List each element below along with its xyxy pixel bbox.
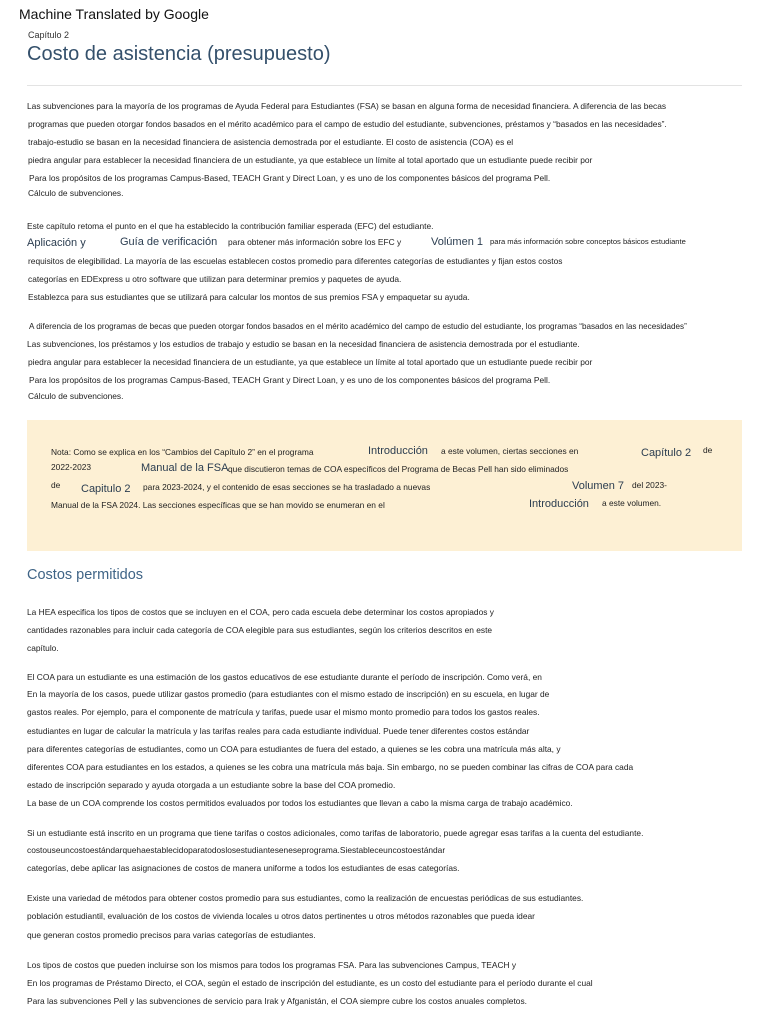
para2-text: para más información sobre conceptos básicos estudiante [490,237,686,246]
para4-line: cantidades razonables para incluir cada categoría de COA elegible para sus estudiantes, según los criterios descritos en este [27,625,493,635]
link-guia-verificacion[interactable]: Guía de verificación [120,236,218,248]
para6-line: costouseuncostoestándarquehaestablecidoparatodoslosestudiantesenesepr​ograma.Siestableceuncostoestándar [27,845,446,855]
note-text: que discutieron temas de COA específicos del Programa de Becas Pell han sido eliminados [228,464,569,474]
para2-text: para obtener más información sobre los EFC y [228,237,402,247]
para8-line: Para las subvenciones Pell y las subvenciones de servicio para Irak y Afganistán, el COA siempre cubre los costos anuales completos. [27,996,527,1006]
para5-line: En la mayoría de los casos, puede utilizar gastos promedio (para estudiantes con el mismo estado de inscripción) en su escuela, en lugar de [27,689,550,699]
para1-line: Cálculo de subvenciones. [28,188,124,198]
para3-line: Para los propósitos de los programas Campus-Based, TEACH Grant y Direct Loan, y es uno de los componentes básicos del programa Pell. [29,375,551,385]
para4-line: capítulo. [27,643,59,653]
para5-line: estudiantes en lugar de calcular la matrícula y las tarifas reales para cada estudiante individual. Puede tener diferentes costos estándar [27,726,530,736]
para5-line: para diferentes categorías de estudiantes, como un COA para estudiantes de fuera del estado, a quienes se les cobra una matrícula más alta, y [27,744,561,754]
note-text: a este volumen. [602,498,662,508]
note-text: 2022-2023 [51,462,92,472]
link-manual-fsa[interactable]: Manual de la FSA [141,462,229,474]
link-introduccion[interactable]: Introducción [529,498,589,510]
link-capitulo-2[interactable]: Capitulo 2 [81,483,131,495]
para3-line: Cálculo de subvenciones. [28,391,124,401]
note-text: del 2023- [632,480,667,490]
para5-line: diferentes COA para estudiantes en los estados, a quienes se les cobra una matrícula más baja. Sin embargo, no se pueden combinar las cifras de COA para cada [27,762,634,772]
section-heading: Costos permitidos [27,567,144,583]
para5-line: La base de un COA comprende los costos permitidos evaluados por todos los estudiantes que llevan a cabo la misma carga de trabajo académico. [27,798,573,808]
link-introduccion[interactable]: Introducción [368,445,428,457]
para2-line: Establezca para sus estudiantes que se utilizará para calcular los montos de sus premios FSA y empaquetar su ayuda. [28,292,470,302]
para2-line: requisitos de elegibilidad. La mayoría de las escuelas establecen costos promedio para diferentes categorías de estudiantes y fijan estos costos [28,256,563,266]
note-text: Manual de la FSA 2024. Las secciones específicas que se han movido se enumeran en el [51,500,385,510]
para2-line: Este capítulo retoma el punto en el que ha establecido la contribución familiar esperada (EFC) del estudiante. [27,221,434,231]
para8-line: Los tipos de costos que pueden incluirse son los mismos para todos los programas FSA. Para las subvenciones Campus, TEACH y [27,960,517,970]
para7-line: que generan costos promedio precisos para varias categorías de estudiantes. [27,930,316,940]
para1-line: piedra angular para establecer la necesidad financiera de un estudiante, ya que establece un límite al total aportado que un estudiante puede recibir por [28,155,593,165]
note-text: de [51,480,61,490]
para6-line: Si un estudiante está inscrito en un programa que tiene tarifas o costos adicionales, como tarifas de laboratorio, puede agregar esas tarifas a la cuenta del estudiante. [27,828,644,838]
para5-line: gastos reales. Por ejemplo, para el componente de matrícula y tarifas, puede usar el mismo monto promedio para todos los gastos reales. [27,707,540,717]
title-divider [27,85,742,86]
page-title: Costo de asistencia (presupuesto) [27,43,331,65]
para5-line: estado de inscripción separado y ayuda otorgada a un estudiante sobre la base del COA promedio. [27,780,396,790]
para1-line: programas que pueden otorgar fondos basados en el mérito académico para el campo de estudio del estudiante, subvenciones, préstamos y “basados en las necesidades”. [28,119,667,129]
note-text: para 2023-2024, y el contenido de esas secciones se ha trasladado a nuevas [143,482,431,492]
note-text: Nota: Como se explica en los “Cambios del Capítulo 2” en el programa [51,447,314,457]
para3-line: Las subvenciones, los préstamos y los estudios de trabajo y estudio se basan en la necesidad financiera de asistencia demostrada por el estudiante. [27,339,580,349]
para3-line: A diferencia de los programas de becas que pueden otorgar fondos basados en el mérito académico del campo de estudio del estudiante, los programas “basados en las necesidades” [29,322,687,331]
para4-line: La HEA especifica los tipos de costos que se incluyen en el COA, pero cada escuela debe determinar los costos apropiados y [27,607,494,617]
link-aplicacion[interactable]: Aplicación y [27,237,86,249]
para6-line: categorías, debe aplicar las asignaciones de costos de manera uniforme a todos los estudiantes de esas categorías. [27,863,460,873]
note-text: de [703,445,713,455]
para1-line: Para los propósitos de los programas Campus-Based, TEACH Grant y Direct Loan, y es uno de los componentes básicos del programa Pell. [29,173,551,183]
para1-line: trabajo-estudio se basan en la necesidad financiera de asistencia demostrada por el estudiante. El costo de asistencia (COA) es el [28,137,514,147]
para2-line: categorías en EDExpress u otro software que utilizan para determinar premios y paquetes de ayuda. [28,274,402,284]
note-text: a este volumen, ciertas secciones en [441,446,579,456]
machine-translated-banner: Machine Translated by Google [19,6,209,22]
chapter-label: Capítulo 2 [28,30,70,40]
para5-line: El COA para un estudiante es una estimación de los gastos educativos de ese estudiante durante el período de inscripción. Como verá, en [27,672,542,682]
para3-line: piedra angular para establecer la necesidad financiera de un estudiante, ya que establece un límite al total aportado que un estudiante puede recibir por [28,357,593,367]
link-volumen-7[interactable]: Volumen 7 [572,480,624,492]
link-volumen-1[interactable]: Volúmen 1 [431,236,483,248]
para7-line: Existe una variedad de métodos para obtener costos promedio para sus estudiantes, como la realización de encuestas periódicas de sus estudiantes. [27,893,584,903]
link-capitulo-2[interactable]: Capítulo 2 [641,447,692,459]
para1-line: Las subvenciones para la mayoría de los programas de Ayuda Federal para Estudiantes (FSA) se basan en alguna forma de necesidad financiera. A diferencia de las becas [27,101,667,111]
para7-line: población estudiantil, evaluación de los costos de vivienda locales u otros datos pertinentes u otros métodos razonables que pueda idear [27,911,535,921]
para8-line: En los programas de Préstamo Directo, el COA, según el estado de inscripción del estudiante, es un costo del estudiante para el período durante el cual [27,978,593,988]
